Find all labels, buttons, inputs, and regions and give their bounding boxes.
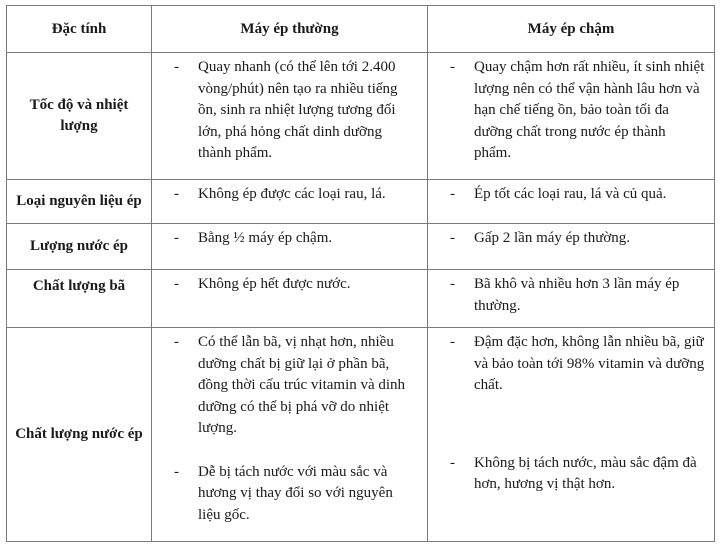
header-normal-juicer: Máy ép thường [152, 6, 428, 53]
row-label: Chất lượng nước ép [7, 328, 152, 542]
header-row [7, 6, 715, 53]
slow-juicer-cell [428, 224, 715, 270]
list-item: - Bã khô và nhiều hơn 3 lần máy ép thường. [450, 276, 680, 314]
normal-juicer-cell [152, 180, 428, 224]
header-slow-juicer: Máy ép chậm [428, 6, 715, 53]
row-label: Tốc độ và nhiệt lượng [7, 53, 152, 180]
list-item: - Không bị tách nước, màu sắc đậm đà hơn, hương vị thật hơn. [450, 454, 697, 492]
comparison-table [6, 5, 715, 542]
header-characteristic: Đặc tính [7, 6, 152, 53]
slow-juicer-cell [428, 270, 715, 328]
list-item: - Bằng ½ máy ép chậm. [174, 230, 333, 246]
slow-juicer-cell [428, 328, 715, 542]
row-label: Chất lượng bã [7, 270, 152, 328]
normal-juicer-cell [152, 270, 428, 328]
slow-juicer-cell [428, 180, 715, 224]
normal-juicer-cell [152, 53, 428, 180]
list-item: - Có thể lẫn bã, vị nhạt hơn, nhiều dưỡng chất bị giữ lại ở phần bã, đồng thời cấu trúc vitamin và dinh dưỡng có thể bị phá vỡ do nhiệt lượng. [174, 334, 406, 436]
table-row [7, 328, 715, 542]
row-label: Lượng nước ép [7, 224, 152, 270]
list-item: - Không ép được các loại rau, lá. [174, 186, 386, 202]
list-item: - Quay chậm hơn rất nhiều, ít sinh nhiệt lượng nên có thể vận hành lâu hơn và hạn chế tiếng ồn, bảo toàn tối đa dưỡng chất trong nước ép thành phẩm. [450, 59, 705, 161]
table-row [7, 224, 715, 270]
list-item: - Không ép hết được nước. [174, 276, 351, 292]
list-item: - Đậm đặc hơn, không lẫn nhiều bã, giữ và bảo toàn tới 98% vitamin và dưỡng chất. [450, 334, 705, 393]
normal-juicer-cell [152, 328, 428, 542]
list-item: - Dễ bị tách nước với màu sắc và hương vị thay đổi so với nguyên liệu gốc. [174, 463, 393, 523]
list-item: - Ép tốt các loại rau, lá và củ quả. [450, 186, 667, 202]
table-row [7, 53, 715, 180]
list-item: - Gấp 2 lần máy ép thường. [450, 230, 631, 246]
normal-juicer-cell [152, 224, 428, 270]
table-row [7, 180, 715, 224]
list-item: - Quay nhanh (có thể lên tới 2.400 vòng/phút) nên tạo ra nhiều tiếng ồn, sinh ra nhiệt lượng tương đối lớn, phá hỏng chất dinh dưỡng thành phẩm. [174, 59, 398, 161]
slow-juicer-cell [428, 53, 715, 180]
row-label: Loại nguyên liệu ép [7, 180, 152, 224]
table-row [7, 270, 715, 328]
